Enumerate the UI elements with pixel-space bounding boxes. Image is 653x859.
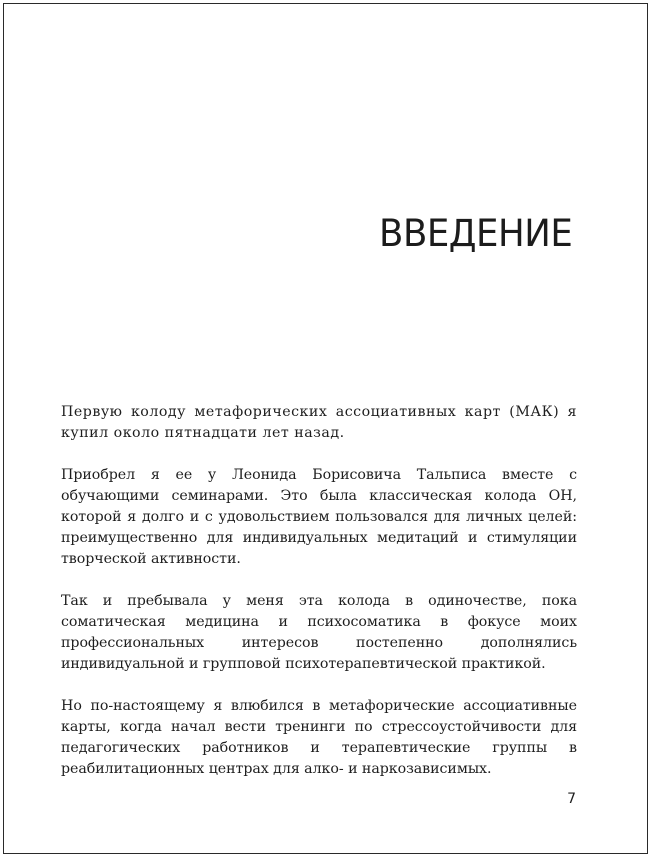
chapter-body: [61, 402, 577, 801]
paragraph-2: Приобрел я ее у Леонида Борисовича Тальписа вместе с обучающими семинарами. Это была классическая колода ОН, которой я долго и с удовольствием пользовался для личных целей: преимущественно для индивидуальных медитаций и стимуляции творческой активности.: [61, 467, 577, 567]
paragraph-1: Первую колоду метафорических ассоциативных карт (МАК) я купил около пятнадцати лет назад.: [61, 404, 577, 441]
paragraph-3: Так и пребывала у меня эта колода в одиночестве, пока соматическая медицина и психосоматика в фокусе моих профессиональных интересов постепенно дополнялись индивидуальной и групповой психотерапевтической практикой.: [61, 593, 577, 672]
chapter-title: ВВЕДЕНИЕ: [378, 212, 572, 255]
book-page: [3, 3, 648, 854]
page-number: 7: [567, 791, 576, 807]
paragraph-4: Но по-настоящему я влюбился в метафорические ассоциативные карты, когда начал вести тренинги по стрессоустойчивости для педагогических работников и терапевтические группы в реабилитационных центрах для алко- и наркозависимых.: [61, 698, 577, 777]
